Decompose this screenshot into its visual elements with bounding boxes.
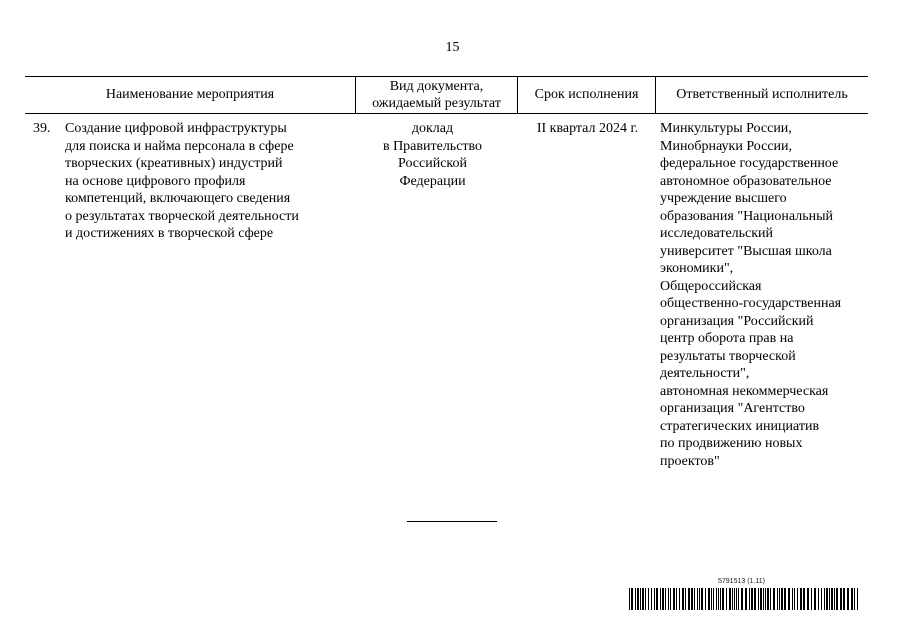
barcode-bar (760, 588, 762, 610)
barcode-bar (749, 588, 750, 610)
header-executor (656, 76, 868, 113)
barcode-bar (668, 588, 669, 610)
barcode-bar (738, 588, 739, 610)
barcode-bar (836, 588, 838, 610)
barcode-bar (635, 588, 636, 610)
barcode-bar (729, 588, 731, 610)
barcode (629, 588, 858, 610)
barcode-bar (713, 588, 714, 610)
barcode-bar (685, 588, 686, 610)
page-number: 15 (445, 40, 460, 55)
barcode-bar (843, 588, 845, 610)
barcode-bar (648, 588, 649, 610)
barcode-bar (751, 588, 753, 610)
barcode-bar (726, 588, 727, 610)
barcode-bar (765, 588, 766, 610)
barcode-bar (767, 588, 769, 610)
barcode-bar (665, 588, 666, 610)
barcode-bar (763, 588, 764, 610)
barcode-bar (697, 588, 698, 610)
barcode-bar (711, 588, 712, 610)
barcode-bar (811, 588, 812, 610)
barcode-bar (640, 588, 641, 610)
barcode-bar (781, 588, 783, 610)
barcode-bar (797, 588, 798, 610)
barcode-bar (745, 588, 747, 610)
barcode-bar (736, 588, 737, 610)
barcode-bar (676, 588, 677, 610)
barcode-bar (770, 588, 771, 610)
header-executor-label: Ответственный исполнитель (676, 87, 848, 102)
barcode-bar (847, 588, 849, 610)
header-doc-type (356, 76, 517, 113)
barcode-bar (773, 588, 775, 610)
barcode-bar (734, 588, 735, 610)
barcode-bar (840, 588, 842, 610)
row-name: Создание цифровой инфраструктуры для поиска и найма персонала в сфере творческих (креативных) индустрий на основе цифрового профиля компетенций, включающего сведения о результатах творческой деятельности и достижениях в творческой сфере (65, 121, 299, 241)
barcode-bar (656, 588, 658, 610)
barcode-label: 5791513 (1.11) (718, 578, 765, 585)
barcode-bar (718, 588, 719, 610)
barcode-bar (829, 588, 830, 610)
barcode-bar (660, 588, 661, 610)
footer-rule (407, 521, 497, 522)
barcode-bar (637, 588, 639, 610)
barcode-bar (814, 588, 816, 610)
barcode-bar (720, 588, 721, 610)
barcode-bar (708, 588, 710, 610)
barcode-bar (651, 588, 652, 610)
barcode-bar (645, 588, 646, 610)
barcode-bar (821, 588, 822, 610)
barcode-bar (779, 588, 780, 610)
barcode-bar (691, 588, 693, 610)
barcode-bar (854, 588, 855, 610)
barcode-bar (701, 588, 703, 610)
header-name-label: Наименование мероприятия (105, 87, 275, 102)
header-term (518, 76, 655, 113)
table-header-rule (25, 113, 868, 114)
barcode-bar (758, 588, 759, 610)
barcode-bar (705, 588, 706, 610)
barcode-bar (794, 588, 795, 610)
barcode-bar (851, 588, 853, 610)
barcode-bar (777, 588, 778, 610)
barcode-bar (824, 588, 825, 610)
barcode-bar (818, 588, 819, 610)
barcode-bar (629, 588, 630, 610)
row-term: II квартал 2024 г. (536, 121, 639, 136)
barcode-bar (831, 588, 833, 610)
barcode-bar (716, 588, 717, 610)
header-doc-type-label: Вид документа, ожидаемый результат (372, 78, 501, 111)
barcode-bar (792, 588, 793, 610)
barcode-bar (631, 588, 633, 610)
barcode-bar (826, 588, 828, 610)
barcode-bar (670, 588, 671, 610)
header-name (25, 76, 355, 113)
barcode-bar (682, 588, 684, 610)
barcode-bar (722, 588, 724, 610)
row-number: 39. (33, 121, 51, 136)
barcode-bar (654, 588, 655, 610)
barcode-bar (800, 588, 802, 610)
barcode-bar (741, 588, 743, 610)
barcode-bar (679, 588, 680, 610)
barcode-bar (784, 588, 786, 610)
barcode-bar (662, 588, 664, 610)
row-doc-type: доклад в Правительство Российской Федерации (382, 121, 483, 189)
barcode-bar (699, 588, 700, 610)
header-term-label: Срок исполнения (534, 87, 639, 102)
barcode-bar (694, 588, 695, 610)
barcode-bar (857, 588, 858, 610)
barcode-bar (642, 588, 644, 610)
barcode-bar (673, 588, 675, 610)
barcode-bar (803, 588, 805, 610)
barcode-bar (688, 588, 690, 610)
barcode-bar (834, 588, 835, 610)
barcode-bar (807, 588, 809, 610)
row-executor: Минкультуры России, Минобрнауки России, федеральное государственное автономное образовательное учреждение высшего образования "Национальный исследовательский университет "Высшая школа экономики", Общероссийская общественно-государственная организация "Российский центр оборота прав на результаты творческой деятельности", автономная некоммерческая организация "Агентство стратегических инициатив по продвижению новых проектов" (660, 121, 842, 469)
barcode-bar (732, 588, 733, 610)
barcode-bar (754, 588, 756, 610)
barcode-bar (788, 588, 790, 610)
